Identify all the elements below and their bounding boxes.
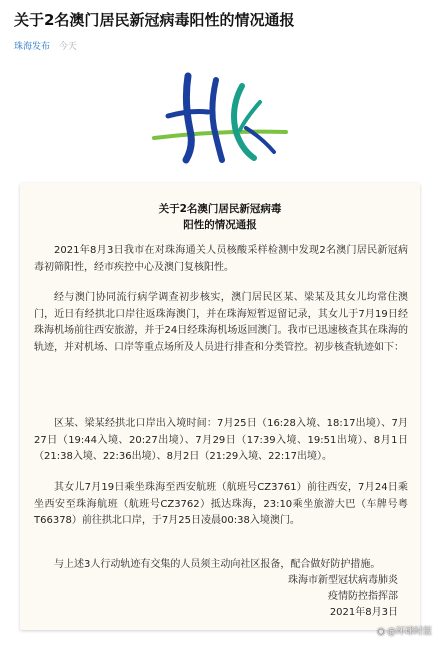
notice-paragraph-4: 其女儿7月19日乘坐珠海至西安航班（航班号CZ3761）前往西安，7月24日乘坐西安至珠海航班（航班号CZ3762）抵达珠海，23:10乘坐旅游大巴（车牌号粤T66378）前往拱北口岸，于7月25日凌晨00:38入境澳门。 [34, 482, 408, 526]
notice-signature [288, 573, 398, 621]
logo-banner [0, 70, 440, 170]
watermark-text: @环球时报 [386, 627, 432, 637]
article-title: 关于2名澳门居民新冠病毒阳性的情况通报 [14, 11, 295, 29]
notice-card [20, 183, 420, 630]
zhuhai-logo-icon [150, 72, 290, 168]
notice-paragraph-3: 区某、梁某经拱北口岸出入境时间：7月25日（16:28入境、18:17出境）、7月27日（19:44入境、20:27出境）、7月29日（17:39入境、19:51出境）、8月1日（21:38入境、22:36出境）、8月2日（21:29入境、22:17出境）。 [34, 418, 408, 462]
notice-paragraph-1: 2021年8月3日我市在对珠海通关人员核酸采样检测中发现2名澳门居民新冠病毒初筛阳性，经市疾控中心及澳门复核阳性。 [34, 245, 408, 273]
notice-paragraph-5: 与上述3人行动轨迹有交集的人员须主动向社区报备，配合做好防护措施。 [54, 559, 381, 570]
signature-org-line2: 疫情防控指挥部 [328, 591, 398, 602]
signature-org-line1: 珠海市新型冠状病毒肺炎 [288, 575, 398, 586]
notice-heading [20, 201, 420, 233]
watermark [377, 624, 432, 637]
signature-date: 2021年8月3日 [329, 607, 398, 618]
article-meta [14, 41, 77, 53]
notice-heading-line2: 阳性的情况通报 [183, 219, 257, 231]
source-link[interactable]: 珠海发布 [14, 42, 51, 52]
publish-time: 今天 [58, 42, 77, 52]
notice-heading-line1: 关于2名澳门居民新冠病毒 [158, 203, 282, 215]
weibo-icon: ◉ [377, 627, 385, 637]
notice-paragraph-2: 经与澳门协同流行病学调查初步核实，澳门居民区某、梁某及其女儿均常住澳门，近日有经拱北口岸往返珠海澳门，并在珠海短暂逗留记录，其女儿于7月19日经珠海机场前往西安旅游，并于24日经珠海机场返回澳门。我市已迅速核查其在珠海的轨迹，并对机场、口岸等重点场所及人员进行排查和分类管控。初步核查轨迹如下： [34, 292, 408, 353]
